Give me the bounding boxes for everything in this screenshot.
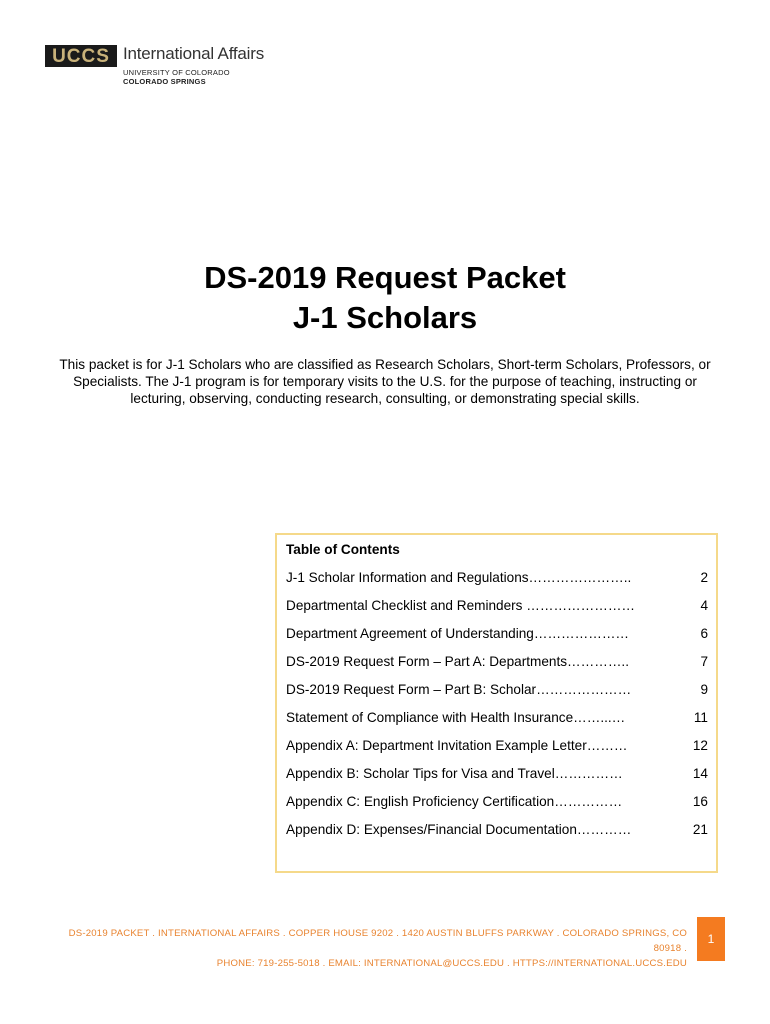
toc-row: [286, 738, 708, 756]
toc-entry-page: 6: [700, 626, 708, 641]
toc-entry-page: 16: [692, 794, 708, 809]
toc-row: [286, 682, 708, 700]
toc-entry-label: Department Agreement of Understanding…………………: [286, 626, 630, 641]
toc-entry-page: 2: [700, 570, 708, 585]
page-footer: [40, 926, 687, 971]
page-number-badge: 1: [697, 917, 725, 961]
logo-mark-text: UCCS: [52, 46, 110, 67]
toc-entry-page: 9: [700, 682, 708, 697]
toc-entry-page: 21: [692, 822, 708, 837]
document-title: DS-2019 Request Packet: [204, 260, 566, 295]
toc-row: [286, 794, 708, 812]
toc-row: [286, 654, 708, 672]
university-name: UNIVERSITY OF COLORADO: [123, 68, 230, 77]
table-of-contents: [275, 533, 718, 873]
toc-entry-label: DS-2019 Request Form – Part A: Departments…………..: [286, 654, 629, 669]
toc-entry-label: Appendix A: Department Invitation Example Letter………: [286, 738, 628, 753]
toc-entry-label: Appendix C: English Proficiency Certification……………: [286, 794, 623, 809]
footer-address: DS-2019 PACKET . INTERNATIONAL AFFAIRS . COPPER HOUSE 9202 . 1420 AUSTIN BLUFFS PARKWAY . COLORADO SPRINGS, CO 80918 .: [68, 928, 687, 954]
toc-entry-label: J-1 Scholar Information and Regulations…………………..: [286, 570, 632, 585]
toc-entry-label: Appendix D: Expenses/Financial Documentation…………: [286, 822, 632, 837]
intro-paragraph: This packet is for J-1 Scholars who are classified as Research Scholars, Short-term Scholars, Professors, or Specialists. The J-1 program is for temporary visits to the U.S. for the purpose of teaching, instructing or lecturing, observing, conducting research, consulting, or demonstrating special skills.: [59, 357, 711, 406]
toc-entry-label: Statement of Compliance with Health Insurance……...…: [286, 710, 626, 725]
toc-row: [286, 766, 708, 784]
toc-entry-label: Appendix B: Scholar Tips for Visa and Travel……………: [286, 766, 623, 781]
document-subtitle: J-1 Scholars: [292, 300, 478, 335]
toc-entry-label: Departmental Checklist and Reminders ……………………: [286, 598, 636, 613]
toc-entry-page: 7: [700, 654, 708, 669]
toc-row: [286, 598, 708, 616]
toc-row: [286, 822, 708, 840]
toc-row: [286, 626, 708, 644]
toc-row: [286, 570, 708, 588]
toc-row: [286, 710, 708, 728]
org-title: International Affairs: [123, 44, 265, 63]
toc-entry-label: DS-2019 Request Form – Part B: Scholar…………………: [286, 682, 632, 697]
footer-contact: PHONE: 719-255-5018 . EMAIL: INTERNATIONAL@UCCS.EDU . HTTPS://INTERNATIONAL.UCCS.EDU: [216, 958, 687, 969]
uccs-logo-mark: [45, 45, 117, 67]
toc-entry-page: 14: [692, 766, 708, 781]
toc-entry-page: 11: [693, 710, 708, 725]
campus-name: COLORADO SPRINGS: [123, 77, 206, 86]
toc-entry-page: 12: [692, 738, 708, 753]
toc-heading: Table of Contents: [286, 542, 400, 557]
toc-entry-page: 4: [700, 598, 708, 613]
